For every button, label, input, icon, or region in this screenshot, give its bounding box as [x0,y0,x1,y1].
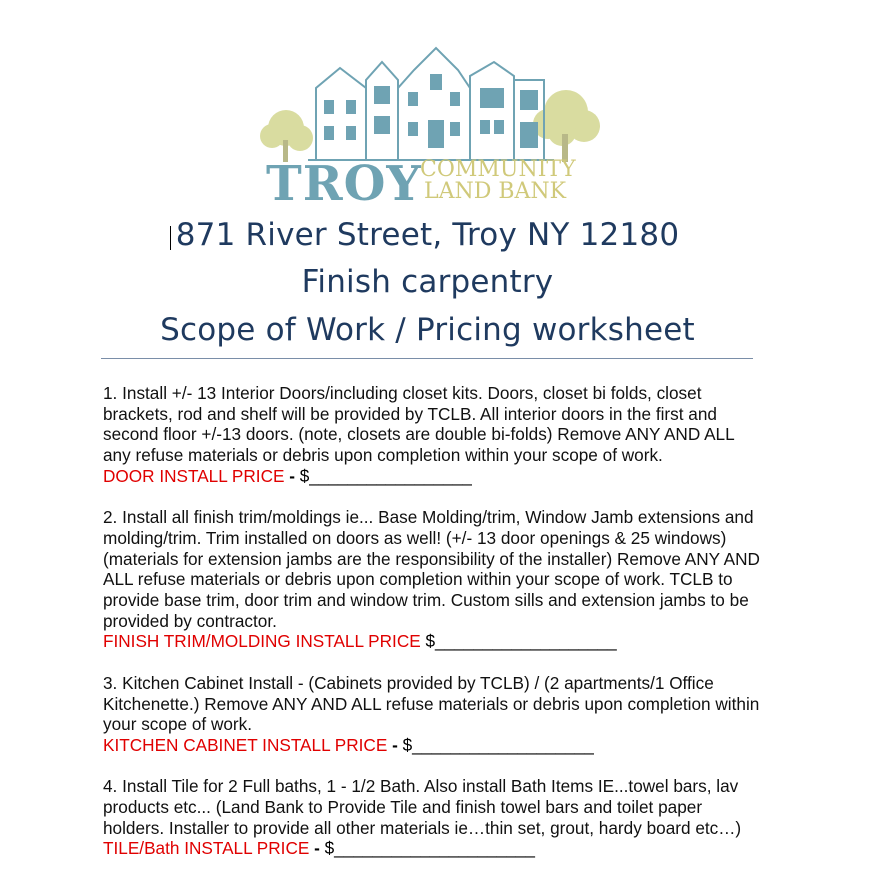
price-field[interactable]: $___________________ [425,631,617,652]
price-label: FINISH TRIM/MOLDING INSTALL PRICE [103,631,421,652]
scope-item [103,776,763,859]
price-separator: - [284,465,300,486]
scope-item-text: 2. Install all finish trim/moldings ie... Base Molding/trim, Window Jamb extensions and molding/trim. Trim installed on doors as well! (+/- 13 door openings & 25 windows) (materials for extension jambs are the responsibility of the installer) Remove ANY AND ALL refuse materials or debris upon completion within your scope of work. TCLB to provide base trim, door trim and window trim. Custom sills and extension jambs to be provided by contractor. [103,507,760,631]
price-label: TILE/Bath INSTALL PRICE [103,838,310,859]
price-line [103,466,763,487]
price-label: KITCHEN CABINET INSTALL PRICE [103,734,388,755]
price-line [103,735,763,756]
price-field[interactable]: $_____________________ [324,838,535,859]
troy-community-land-bank-logo [258,40,603,205]
scope-items [103,383,763,880]
price-field[interactable]: $_________________ [299,465,472,486]
header-divider [101,358,753,359]
price-line [103,838,763,859]
scope-item-text: 1. Install +/- 13 Interior Doors/including closet kits. Doors, closet bi folds, closet brackets, rod and shelf will be provided by TCLB. All interior doors in the first and second floor +/-13 doors. (note, closets are double bi-folds) Remove ANY AND ALL any refuse materials or debris upon completion within your scope of work. [103,383,735,466]
price-separator: - [387,734,403,755]
logo-community-text: COMMUNITY [420,157,576,182]
address-title: 871 River Street, Troy NY 12180 [175,217,680,253]
subtitle: Finish carpentry [301,264,554,300]
price-line [103,631,763,652]
price-field[interactable]: $___________________ [402,734,594,755]
scope-item-text: 4. Install Tile for 2 Full baths, 1 - 1/2 Bath. Also install Bath Items IE...towel bars, lav products etc... (Land Bank to Provide Tile and finish towel bars and toilet paper holders. Installer to provide all other materials ie…thin set, grout, hardy board etc…) [103,776,742,838]
logo-land-bank-text: LAND BANK [424,179,567,204]
price-separator: - [309,838,325,859]
scope-item [103,383,763,487]
scope-item [103,507,763,652]
tree-left-icon [260,110,313,162]
worksheet-title: Scope of Work / Pricing worksheet [160,312,695,348]
scope-item-text: 3. Kitchen Cabinet Install - (Cabinets provided by TCLB) / (2 apartments/1 Office Kitchenette.) Remove ANY AND ALL refuse materials or debris upon completion within your scope of work. [103,672,760,735]
price-label: DOOR INSTALL PRICE [103,465,285,486]
scope-item [103,673,763,756]
logo-troy-text: TROY [266,156,422,205]
